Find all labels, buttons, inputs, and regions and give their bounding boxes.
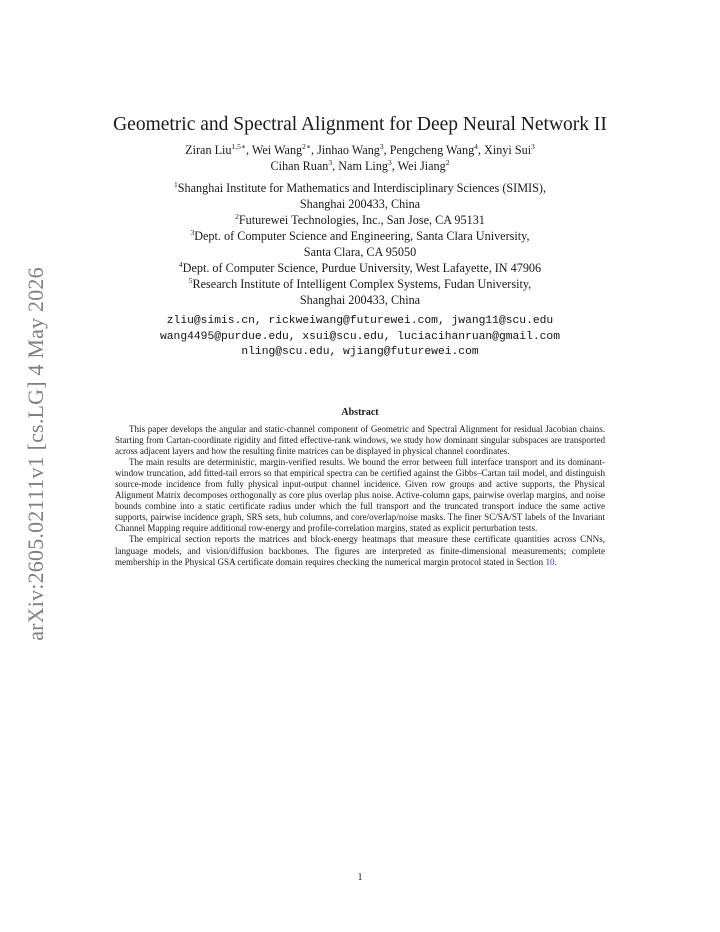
affiliation-text: Dept. of Computer Science, Purdue University, West Lafayette, IN 47906 (182, 261, 542, 275)
affiliation-text: Research Institute of Intelligent Complex Systems, Fudan University, (192, 277, 532, 291)
author-name: , Wei Wang (246, 143, 303, 157)
affiliation-text: Dept. of Computer Science and Engineering, Santa Clara University, (194, 229, 530, 243)
affiliation-text: Shanghai Institute for Mathematics and Interdisciplinary Sciences (SIMIS), (177, 181, 546, 195)
author-name: Ziran Liu (185, 143, 232, 157)
email-line: nling@scu.edu, wjiang@futurewei.com (241, 346, 479, 358)
abstract-body (112, 424, 608, 568)
email-line: wang4495@purdue.edu, xsui@scu.edu, luciacihanruan@gmail.com (160, 330, 560, 343)
page-number: 1 (357, 872, 363, 883)
abstract-paragraph-end: . (554, 556, 557, 567)
affiliation-mark: 3 (190, 227, 195, 237)
email-line: zliu@simis.cn, rickweiwang@futurewei.com, jwang11@scu.edu (166, 315, 554, 327)
affiliation-line (112, 244, 608, 260)
abstract-paragraph: The main results are deterministic, margin-verified results. We bound the error between full interface transport and its dominant-window truncation, add fitted-tail errors so that empirical spectra can be certified against the Gibbs–Cartan tail model, and distinguish source-mode incidence from fully physical input-output channel incidence. Given row groups and active supports, the Physical Alignment Matrix decomposes orthogonally as core plus overlap plus noise. Active-column gaps, pairwise overlap margins, and noise bounds combine into a static certificate radius under which the full transport and the truncated transport induce the same active supports, pairwise incidence graph, SRS sets, hub columns, and core/overlap/noise masks. The finer SC/SA/ST labels of the Invariant Channel Mapping require additional row-energy and profile-correlation margins, stated as explicit perturbation tests. (115, 456, 605, 534)
affiliation-text: Shanghai 200433, China (299, 197, 421, 211)
author-affiliation-mark: 2 (445, 157, 450, 167)
arxiv-identifier-stamp (22, 262, 50, 646)
author-name: , Nam Ling (332, 159, 389, 173)
affiliation-mark: 2 (235, 211, 239, 221)
paper-title: Geometric and Spectral Alignment for Deep Neural Network II (113, 114, 607, 135)
affiliation-mark: 5 (188, 275, 193, 285)
abstract-paragraph (115, 534, 605, 567)
arxiv-identifier-text: arXiv:2605.02111v1 [cs.LG] 4 May 2026 (23, 267, 49, 641)
author-name: , Wei Jiang (391, 159, 446, 173)
affiliation-line (112, 212, 608, 228)
affiliation-mark: 4 (178, 259, 183, 269)
affiliation-line (112, 180, 608, 196)
author-affiliation-mark: 3 (388, 157, 392, 167)
author-name: , Jinhao Wang (311, 143, 380, 157)
abstract-paragraph-text: The empirical section reports the matrices and block-energy heatmaps that measure these certificate quantities across CNNs, language models, and vision/diffusion backbones. The figures are interpreted as finite-dimensional measurements; complete membership in the Physical GSA certificate domain requires checking the numerical margin protocol stated in Section (115, 534, 605, 567)
affiliation-line (112, 196, 608, 212)
section-reference-link[interactable]: 10 (545, 556, 555, 567)
abstract-heading: Abstract (341, 406, 379, 418)
author-line (112, 158, 608, 174)
author-affiliation-mark: 4 (474, 141, 478, 151)
affiliation-text: Santa Clara, CA 95050 (303, 245, 417, 259)
author-list (112, 142, 608, 174)
author-affiliation-mark: 1,5∗ (231, 141, 246, 151)
author-affiliation-mark: 3 (379, 141, 384, 151)
affiliation-list (112, 180, 608, 308)
author-affiliation-mark: 2∗ (302, 141, 312, 151)
affiliation-text: Shanghai 200433, China (299, 293, 421, 307)
author-affiliation-mark: 3 (328, 157, 333, 167)
affiliation-line (112, 228, 608, 244)
author-affiliation-mark: 3 (531, 141, 535, 151)
affiliation-line (112, 292, 608, 308)
affiliation-text: Futurewei Technologies, Inc., San Jose, CA 95131 (238, 213, 485, 227)
paper-first-page (112, 112, 608, 568)
author-name: Cihan Ruan (270, 159, 329, 173)
affiliation-line (112, 260, 608, 276)
affiliation-mark: 1 (174, 179, 178, 189)
author-line (112, 142, 608, 158)
author-name: , Xinyi Sui (477, 143, 532, 157)
affiliation-line (112, 276, 608, 292)
email-list (112, 314, 608, 361)
author-name: , Pengcheng Wang (383, 143, 475, 157)
abstract-paragraph: This paper develops the angular and static-channel component of Geometric and Spectral Alignment for residual Jacobian chains. Starting from Cartan-coordinate rigidity and fitted effective-rank windows, we study how dominant singular subspaces are transported across adjacent layers and how the resulting finite matrices can be displayed in physical channel coordinates. (115, 423, 605, 456)
